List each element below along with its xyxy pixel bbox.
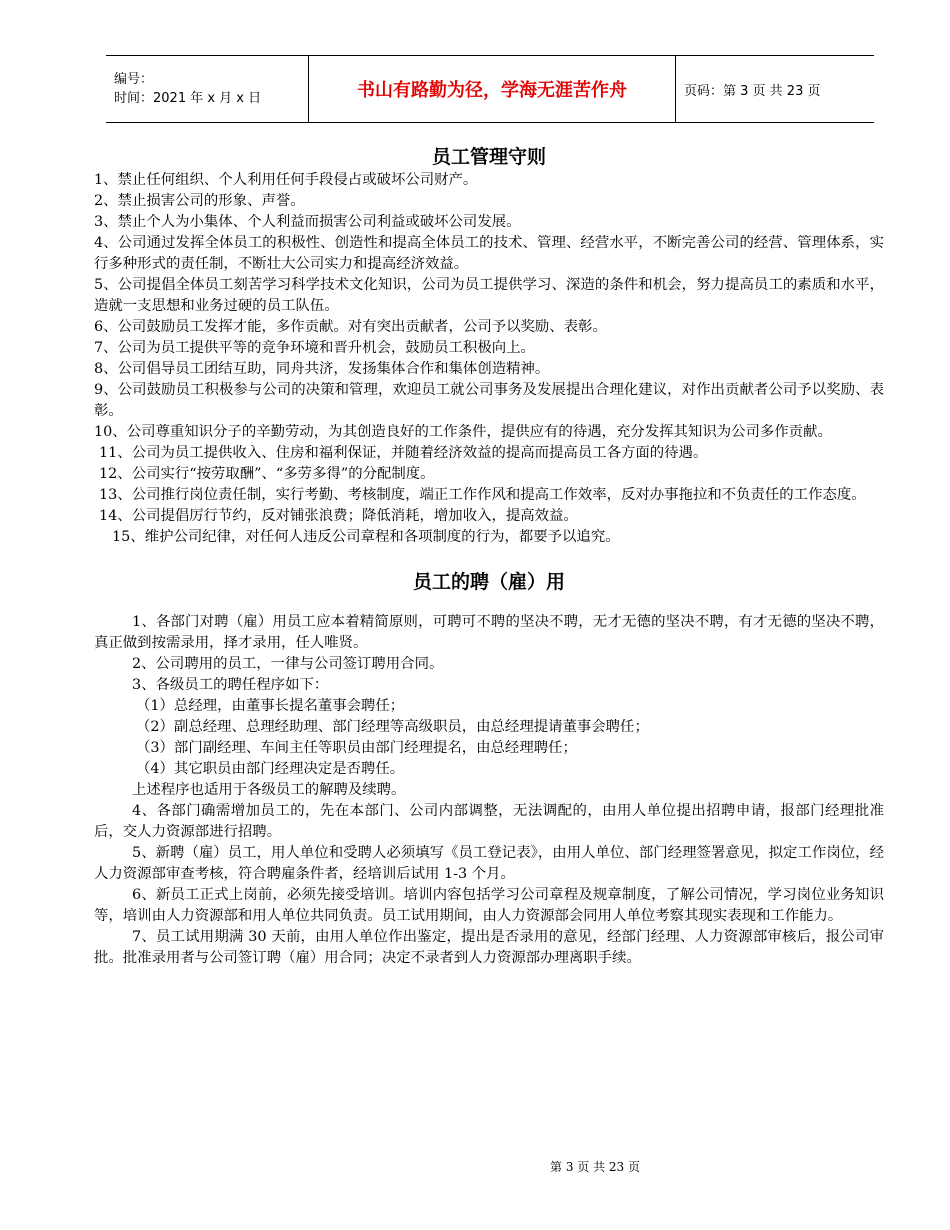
rule-item: 11、公司为员工提供收入、住房和福利保证，并随着经济效益的提高而提高员工各方面的待遇。 [99, 445, 708, 461]
rule-item: 3、禁止个人为小集体、个人利益而损害公司利益或破坏公司发展。 [94, 214, 521, 230]
hiring-item: 6、新员工正式上岗前，必须先接受培训。培训内容包括学习公司章程及规章制度，了解公司情况，学习岗位业务知识等，培训由人力资源部和用人单位共同负责。员工试用期间，由人力资源部会同用人单位考察其现实表现和工作能力。 [94, 887, 884, 924]
header-page-cell [676, 56, 874, 122]
rule-item: 13、公司推行岗位责任制，实行考勤、考核制度，端正工作作风和提高工作效率，反对办事拖拉和不负责任的工作态度。 [99, 487, 866, 503]
page-footer: 第 3 页 共 23 页 [550, 1160, 640, 1174]
header-meta [106, 56, 309, 122]
motto: 书山有路勤为径，学海无涯苦作舟 [357, 80, 627, 101]
section-rules [94, 144, 884, 548]
section-hiring [94, 569, 884, 969]
hiring-subitem: （3）部门副经理、车间主任等职员由部门经理提名，由总经理聘任； [136, 740, 577, 756]
rule-item: 10、公司尊重知识分子的辛勤劳动，为其创造良好的工作条件，提供应有的待遇，充分发挥其知识为公司多作贡献。 [94, 424, 832, 440]
rule-item: 12、公司实行“按劳取酬”、“多劳多得”的分配制度。 [99, 466, 435, 482]
rule-item: 6、公司鼓励员工发挥才能，多作贡献。对有突出贡献者，公司予以奖励、表彰。 [94, 319, 607, 335]
hiring-item: 1、各部门对聘（雇）用员工应本着精简原则，可聘可不聘的坚决不聘，无才无德的坚决不聘，有才无德的坚决不聘，真正做到按需录用，择才录用，任人唯贤。 [94, 614, 884, 651]
rule-item: 15、维护公司纪律，对任何人违反公司章程和各项制度的行为，都要予以追究。 [112, 529, 620, 545]
page-label: 页码：第 3 页 共 23 页 [684, 83, 821, 99]
number-label: 编号： [114, 72, 154, 87]
rule-item: 5、公司提倡全体员工刻苦学习科学技术文化知识，公司为员工提供学习、深造的条件和机会，努力提高员工的素质和水平，造就一支思想和业务过硬的员工队伍。 [94, 277, 884, 314]
hiring-item: 3、各级员工的聘任程序如下： [132, 677, 329, 693]
hiring-subitem: （1）总经理，由董事长提名董事会聘任； [136, 698, 405, 714]
section-title: 员工管理守则 [431, 146, 546, 168]
rule-item: 8、公司倡导员工团结互助，同舟共济，发扬集体合作和集体创造精神。 [94, 361, 550, 377]
hiring-item: 7、员工试用期满 30 天前，由用人单位作出鉴定，提出是否录用的意见，经部门经理、人力资源部审核后，报公司审批。批准录用者与公司签订聘（雇）用合同；决定不录者到人力资源部办理离职手续。 [94, 929, 884, 966]
rule-item: 9、公司鼓励员工积极参与公司的决策和管理，欢迎员工就公司事务及发展提出合理化建议，对作出贡献者公司予以奖励、表彰。 [94, 382, 884, 419]
rule-item: 7、公司为员工提供平等的竞争环境和晋升机会，鼓励员工积极向上。 [94, 340, 535, 356]
rule-item: 2、禁止损害公司的形象、声誉。 [94, 193, 305, 209]
header-motto-cell [309, 56, 676, 122]
hiring-subitem: （4）其它职员由部门经理决定是否聘任。 [136, 761, 405, 777]
hiring-item: 4、各部门确需增加员工的，先在本部门、公司内部调整，无法调配的，由用人单位提出招聘申请，报部门经理批准后，交人力资源部进行招聘。 [94, 803, 884, 840]
header-table [106, 55, 874, 123]
section-title: 员工的聘（雇）用 [412, 571, 565, 593]
hiring-item: 5、新聘（雇）员工，用人单位和受聘人必须填写《员工登记表》，由用人单位、部门经理签署意见，拟定工作岗位，经人力资源部审查考核，符合聘雇条件者，经培训后试用 1-3 个月。 [94, 845, 884, 882]
rule-item: 1、禁止任何组织、个人利用任何手段侵占或破坏公司财产。 [94, 172, 478, 188]
hiring-subitem: （2）副总经理、总理经助理、部门经理等高级职员，由总经理提请董事会聘任； [136, 719, 649, 735]
time-label: 时间：2021 年 x 月 x 日 [114, 91, 262, 106]
hiring-item: 2、公司聘用的员工，一律与公司签订聘用合同。 [132, 656, 444, 672]
rule-item: 4、公司通过发挥全体员工的积极性、创造性和提高全体员工的技术、管理、经营水平，不断完善公司的经营、管理体系，实行多种形式的责任制，不断壮大公司实力和提高经济效益。 [94, 235, 884, 272]
hiring-item: 上述程序也适用于各级员工的解聘及续聘。 [132, 782, 406, 798]
document-body [94, 144, 884, 969]
rule-item: 14、公司提倡厉行节约，反对铺张浪费；降低消耗，增加收入，提高效益。 [99, 508, 578, 524]
